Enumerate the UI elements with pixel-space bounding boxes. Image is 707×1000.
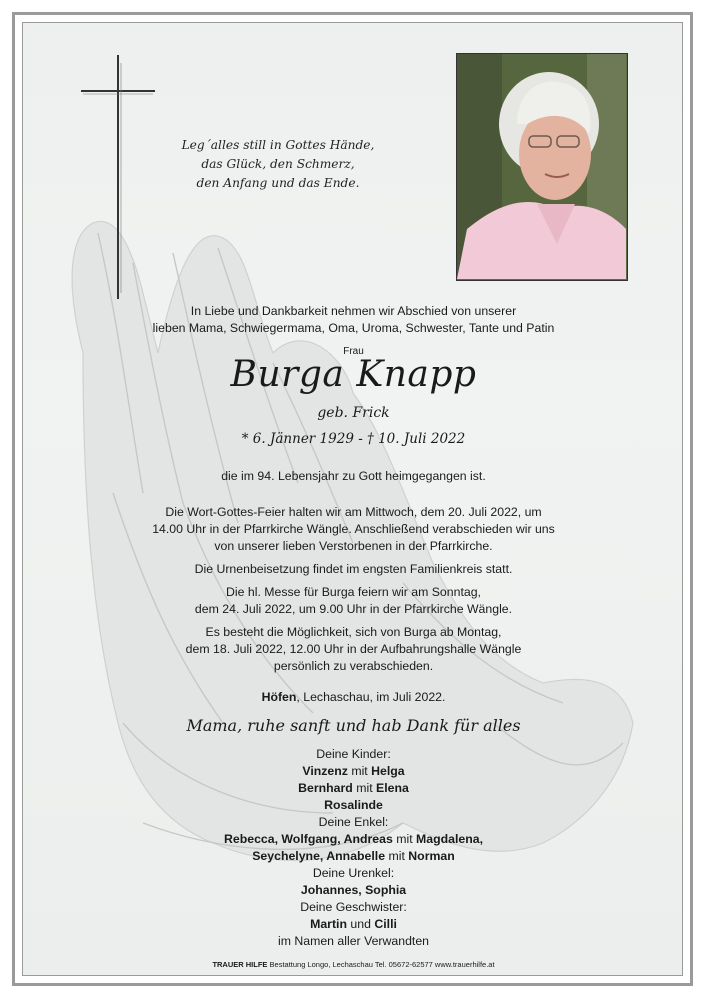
age-line: die im 94. Lebensjahr zu Gott heimgegangen ist. (221, 469, 486, 483)
service-line: von unserer lieben Verstorbenen in der Pfarrkirche. (214, 539, 493, 553)
viewing-line: dem 18. Juli 2022, 12.00 Uhr in der Aufbahrungshalle Wängle (185, 642, 522, 656)
enkel-heading: Deine Enkel: (318, 815, 389, 829)
mourner-line: Rosalinde (324, 798, 383, 812)
title-prefix: Frau (343, 346, 364, 357)
geschwister-heading: Deine Geschwister: (300, 900, 407, 914)
service-line: 14.00 Uhr in der Pfarrkirche Wängle. Anschließend verabschieden wir uns (152, 522, 555, 536)
intro-line: lieben Mama, Schwiegermama, Oma, Uroma, Schwester, Tante und Patin (152, 321, 555, 335)
quote-line: Leg´alles still in Gottes Hände, (181, 138, 375, 152)
others-line: im Namen aller Verwandten (277, 934, 430, 948)
motto: Mama, ruhe sanft und hab Dank für alles (186, 716, 521, 735)
deceased-name: Burga Knapp (230, 354, 477, 395)
mourner-line: Bernhard mit Elena (298, 781, 409, 795)
mourner-line: Johannes, Sophia (300, 883, 407, 897)
footer-text: Bestattung Longo, Lechaschau Tel. 05672-62577 www.trauerhilfe.at (267, 960, 495, 969)
mourner-line: Rebecca, Wolfgang, Andreas mit Magdalena, (224, 832, 483, 846)
mourner-line: Vinzenz mit Helga (302, 764, 405, 778)
urenkel-heading: Deine Urenkel: (312, 866, 395, 880)
place-bold: Höfen (261, 690, 297, 704)
footer (23, 956, 683, 973)
viewing-line: persönlich zu verabschieden. (273, 659, 434, 673)
service-line: Die Wort-Gottes-Feier halten wir am Mittwoch, dem 20. Juli 2022, um (165, 505, 542, 519)
place-rest: , Lechaschau, im Juli 2022. (296, 690, 446, 704)
obituary-card (22, 22, 683, 976)
life-dates: * 6. Jänner 1929 - † 10. Juli 2022 (241, 431, 466, 447)
kinder-heading: Deine Kinder: (316, 747, 391, 761)
intro-line: In Liebe und Dankbarkeit nehmen wir Abschied von unserer (190, 304, 517, 318)
obituary-text (23, 23, 683, 976)
quote-line: den Anfang und das Ende. (196, 176, 360, 190)
footer-brand: TRAUER HILFE (212, 960, 268, 969)
viewing-line: Es besteht die Möglichkeit, sich von Burga ab Montag, (205, 625, 502, 639)
birth-name: geb. Frick (317, 405, 390, 421)
mass-line: Die hl. Messe für Burga feiern wir am Sonntag, (226, 585, 481, 599)
mourner-line: Seychelyne, Annabelle mit Norman (252, 849, 455, 863)
mass-line: dem 24. Juli 2022, um 9.00 Uhr in der Pfarrkirche Wängle. (194, 602, 513, 616)
quote-line: das Glück, den Schmerz, (201, 157, 355, 171)
mourner-line: Martin und Cilli (310, 917, 397, 931)
urn-line: Die Urnenbeisetzung findet im engsten Familienkreis statt. (194, 562, 513, 576)
place-date (23, 689, 683, 706)
